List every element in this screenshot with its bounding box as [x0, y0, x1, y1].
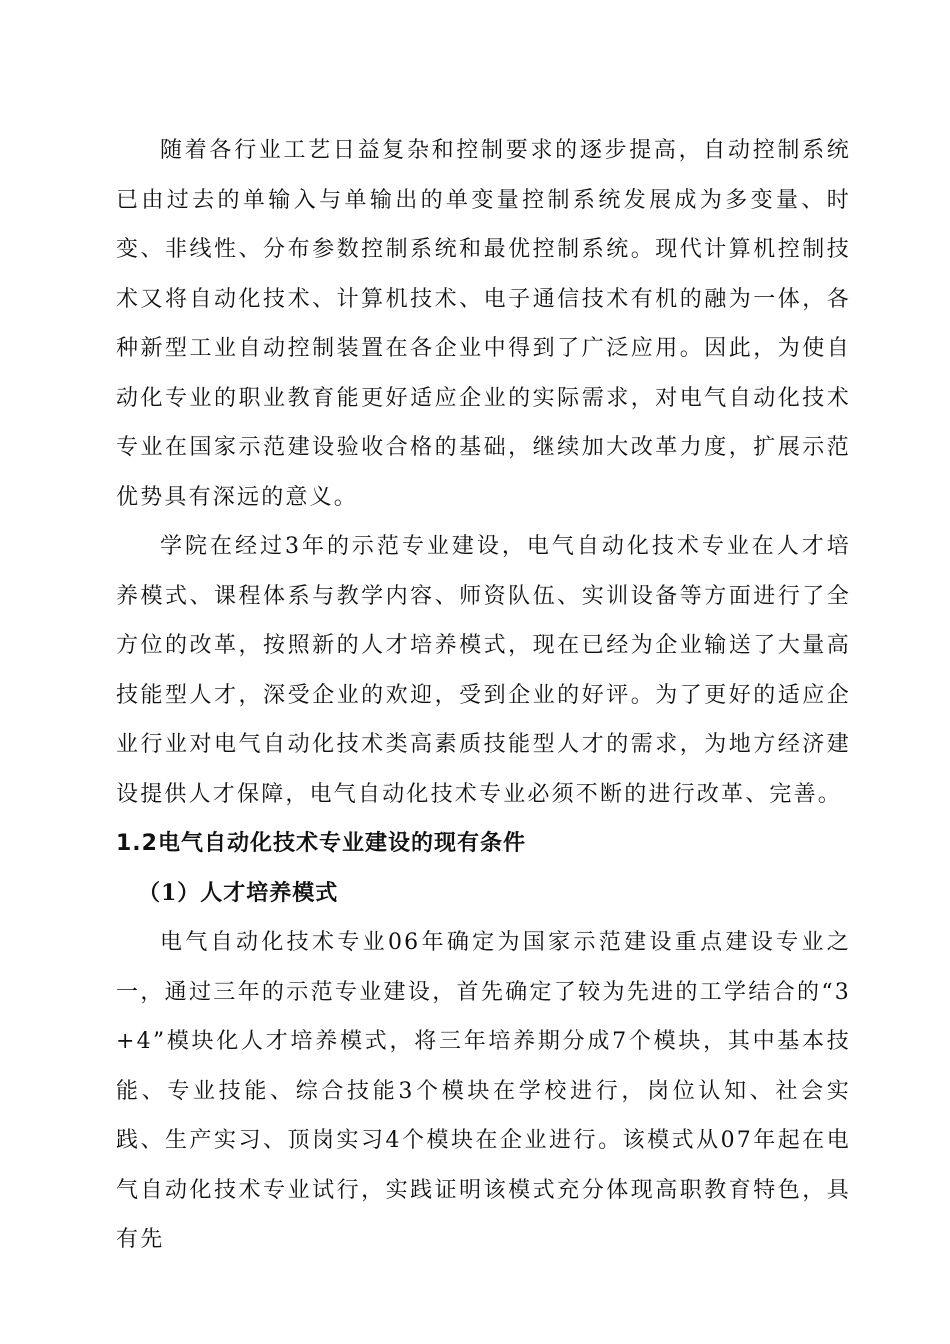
paragraph-demonstration-results: 学院在经过3年的示范专业建设，电气自动化技术专业在人才培养模式、课程体系与教学内容、师资队伍、实训设备等方面进行了全方位的改革，按照新的人才培养模式，现在已经为企业输送了大量高技能型人才，深受企业的欢迎，受到企业的好评。为了更好的适应企业行业对电气自动化技术类高素质技能型人才的需求，为地方经济建设提供人才保障，电气自动化技术专业必须不断的进行改革、完善。: [116, 534, 851, 807]
document-body: [116, 126, 851, 1265]
paragraph-training-model: 电气自动化技术专业06年确定为国家示范建设重点建设专业之一，通过三年的示范专业建设，首先确定了较为先进的工学结合的“3+4”模块化人才培养模式，将三年培养期分成7个模块，其中基本技能、专业技能、综合技能3个模块在学校进行，岗位认知、社会实践、生产实习、顶岗实习4个模块在企业进行。该模式从07年起在电气自动化技术专业试行，实践证明该模式充分体现高职教育特色，具有先: [116, 930, 851, 1252]
paragraph-automation-background: 随着各行业工艺日益复杂和控制要求的逐步提高，自动控制系统已由过去的单输入与单输出的单变量控制系统发展成为多变量、时变、非线性、分布参数控制系统和最优控制系统。现代计算机控制技术又将自动化技术、计算机技术、电子通信技术有机的融为一体，各种新型工业自动控制装置在各企业中得到了广泛应用。因此，为使自动化专业的职业教育能更好适应企业的实际需求，对电气自动化技术专业在国家示范建设验收合格的基础，继续加大改革力度，扩展示范优势具有深远的意义。: [116, 138, 851, 510]
subsection-heading: （1）人才培养模式: [138, 879, 339, 906]
section-heading: 1.2电气自动化技术专业建设的现有条件: [116, 831, 526, 856]
